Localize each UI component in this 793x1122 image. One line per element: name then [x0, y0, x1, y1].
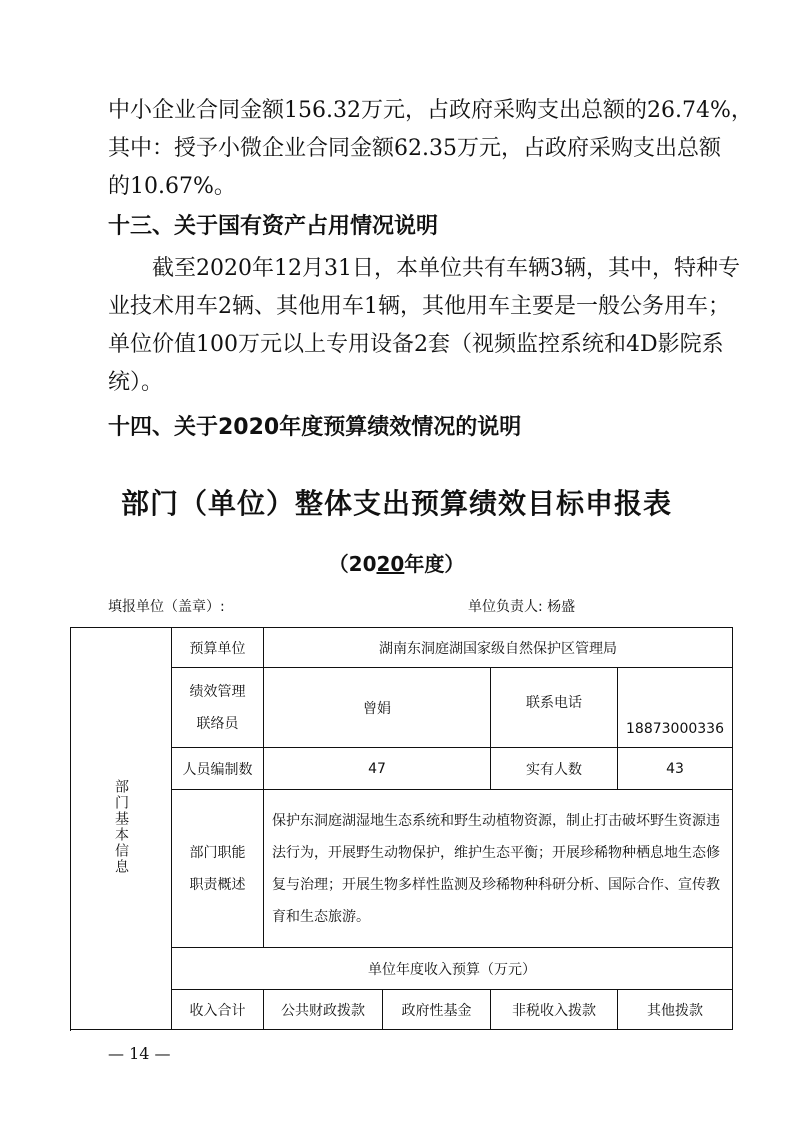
income-col-other: 其他拨款 [618, 990, 733, 1030]
text-line: 其中：授予小微企业合同金额62.35万元，占政府采购支出总额 [108, 136, 721, 161]
contact-label-cell [172, 668, 264, 748]
income-col-non-tax: 非税收入拨款 [491, 990, 618, 1030]
performance-form-table [70, 627, 733, 1030]
year-suffix: 年度） [404, 552, 465, 576]
staff-quota-label: 人员编制数 [172, 748, 264, 790]
year-underlined: 20 [376, 552, 405, 576]
duty-description: 保护东洞庭湖湿地生态系统和野生动植物资源，制止打击破坏野生资源违法行为，开展野生动物保护，维护生态平衡；开展珍稀物种栖息地生态修复与治理；开展生物多样性监测及珍稀物种科研分析、国际合作、宣传教育和生态旅游。 [264, 790, 733, 948]
text-line: 统）。 [108, 370, 164, 395]
actual-staff-value: 43 [618, 748, 733, 790]
phone-value: 18873000336 [618, 668, 733, 748]
text-line: 的10.67%。 [108, 174, 236, 199]
text-line: 截至2020年12月31日，本单位共有车辆3辆，其中，特种专 [108, 256, 740, 281]
text-line: 业技术用车2辆、其他用车1辆，其他用车主要是一般公务用车； [108, 294, 730, 319]
form-title: 部门（单位）整体支出预算绩效目标申报表 [120, 487, 672, 520]
income-col-government-fund: 政府性基金 [383, 990, 491, 1030]
contact-label-1: 绩效管理 [189, 683, 246, 700]
contact-name: 曾娟 [264, 668, 491, 748]
paragraph-procurement [108, 92, 753, 206]
page-number: — 14 — [108, 1044, 171, 1063]
section-label-cell [71, 628, 172, 1030]
duty-label-1: 部门职能 [189, 844, 246, 861]
staff-quota-value: 47 [264, 748, 491, 790]
section-label: 部门基本信息 [113, 778, 129, 875]
actual-staff-label: 实有人数 [491, 748, 618, 790]
fill-unit-label: 填报单位（盖章）: [108, 599, 225, 615]
year-prefix: （20 [328, 552, 377, 576]
heading-section-14: 十四、关于2020年度预算绩效情况的说明 [108, 415, 522, 440]
duty-label-cell [172, 790, 264, 948]
paragraph-assets [108, 250, 740, 402]
heading-section-13: 十三、关于国有资产占用情况说明 [108, 214, 439, 239]
duty-label-2: 职责概述 [189, 876, 246, 893]
income-col-public-finance: 公共财政拨款 [264, 990, 383, 1030]
contact-label-2: 联络员 [196, 715, 239, 732]
form-year [0, 548, 793, 577]
text-line: 中小企业合同金额156.32万元，占政府采购支出总额的26.74%， [108, 98, 753, 123]
budget-unit-value: 湖南东洞庭湖国家级自然保护区管理局 [264, 628, 733, 668]
income-col-total: 收入合计 [172, 990, 264, 1030]
responsible-label: 单位负责人: 杨盛 [468, 599, 576, 615]
text-line: 单位价值100万元以上专用设备2套（视频监控系统和4D影院系 [108, 332, 724, 357]
budget-unit-label: 预算单位 [172, 628, 264, 668]
income-header: 单位年度收入预算（万元） [172, 948, 733, 990]
phone-label: 联系电话 [491, 668, 618, 748]
